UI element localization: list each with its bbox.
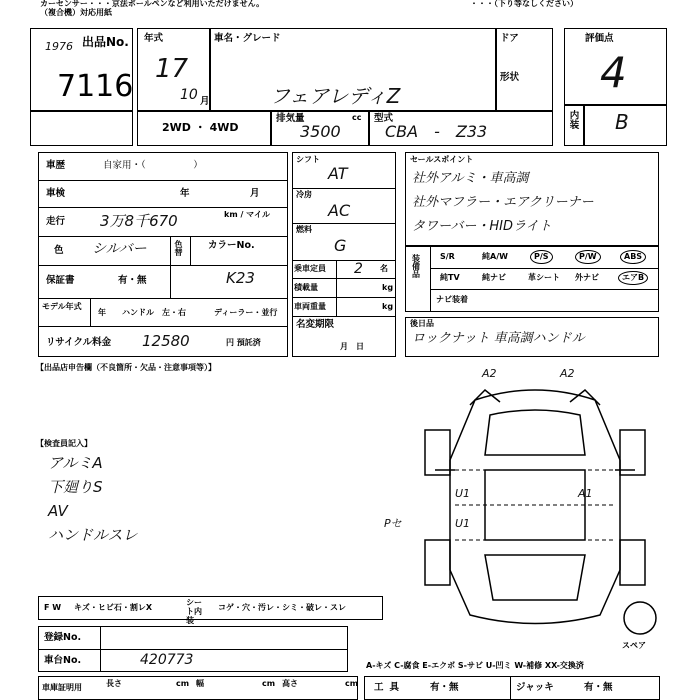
- damage-mark: A2: [482, 367, 497, 380]
- equipment-label: 装備品: [412, 254, 420, 279]
- inspection-year: 年: [180, 188, 190, 199]
- dealer-label: ディーラー・並行: [214, 308, 278, 317]
- jack-value: 有・無: [584, 682, 613, 693]
- month-unit: 月: [200, 96, 210, 107]
- shift-value: AT: [328, 164, 348, 183]
- name-label: 車名・グレード: [214, 33, 281, 44]
- handle-label: ハンドル 左・右: [122, 308, 186, 317]
- aftermarket-value: ロックナット 車高調ハンドル: [412, 331, 585, 346]
- navi-label: ナビ装着: [436, 295, 468, 304]
- equip-ext-navi: 外ナビ: [575, 273, 599, 282]
- weight-unit: kg: [382, 302, 394, 311]
- model-label: 型式: [374, 113, 394, 124]
- name-value: フェアレディZ: [270, 84, 401, 108]
- sales-points-label: セールスポイント: [410, 155, 474, 164]
- load-label: 積載量: [294, 283, 318, 292]
- color-change-label: 色替: [174, 240, 183, 256]
- color-label: 色: [54, 245, 64, 256]
- capacity-unit: 名: [380, 264, 388, 273]
- displacement-unit: cc: [352, 113, 362, 122]
- damage-mark: A2: [560, 367, 575, 380]
- lot-label: 出品No.: [82, 35, 129, 49]
- car-diagram: [405, 367, 665, 640]
- weight-label: 車両重量: [294, 302, 326, 311]
- recycle-value: 12580: [142, 332, 190, 350]
- cert-unit: cm: [262, 679, 276, 688]
- damage-legend: A-キズ C-腐食 E-エクボ S-サビ U-凹ミ W-補修 XX-交換済: [366, 661, 584, 670]
- tools-value: 有・無: [430, 682, 459, 693]
- score-value: 4: [600, 48, 627, 97]
- damage-mark: U1: [455, 517, 471, 530]
- seat-label: シート内装: [186, 598, 202, 625]
- warranty-value: 有・無: [118, 275, 147, 286]
- model-value: CBA - Z33: [385, 122, 488, 141]
- capacity-value: 2: [354, 261, 363, 277]
- lot-code: 1976: [45, 40, 73, 53]
- sales-point-item: タワーバー・HIDライト: [412, 219, 552, 234]
- color-value: シルバー: [92, 241, 147, 257]
- inspector-note: AV: [48, 502, 68, 520]
- tools-label: 工具: [374, 682, 406, 693]
- equip-aw: 純A/W: [482, 252, 508, 261]
- history-label: 車歴: [46, 160, 66, 171]
- shift-label: シフト: [296, 155, 320, 164]
- history-value: 自家用・（ ）: [103, 160, 203, 171]
- inspector-note: ハンドルスレ: [48, 526, 138, 544]
- model-year-unit: 年: [98, 308, 106, 317]
- equip-ps: P/S: [530, 250, 553, 264]
- header-note-2: （複合機）対応用紙: [40, 8, 112, 17]
- model-year-label: モデル年式: [42, 302, 82, 311]
- interior-label: 内装: [567, 110, 579, 129]
- equip-navi: 純ナビ: [482, 273, 506, 282]
- reg-label: 登録No.: [44, 632, 82, 643]
- cert-length: 長さ: [106, 679, 122, 688]
- name-change-unit: 月 日: [340, 342, 364, 351]
- mileage-label: 走行: [46, 216, 66, 227]
- fw-text: キズ・ヒビ石・割レX: [74, 603, 153, 612]
- aircon-value: AC: [328, 201, 351, 220]
- year-label: 年式: [144, 33, 164, 44]
- chassis-label: 車台No.: [44, 655, 82, 666]
- equip-abs: ABS: [620, 250, 646, 264]
- color-no-value: K23: [226, 269, 255, 287]
- seat-text: コゲ・穴・汚レ・シミ・破レ・スレ: [218, 603, 346, 612]
- cert-unit: cm: [345, 679, 359, 688]
- shape-label: 形状: [500, 72, 520, 83]
- cert-width: 幅: [196, 679, 204, 688]
- cert-unit: cm: [176, 679, 190, 688]
- equip-sr: S/R: [440, 252, 455, 261]
- sales-point-item: 社外マフラー・エアクリーナー: [412, 195, 594, 210]
- spare-label: スペア: [622, 641, 646, 650]
- displacement-label: 排気量: [276, 113, 305, 124]
- header-note: カーセンサー・・・京法ポールペンなど利用いただけません。: [40, 0, 265, 8]
- tools-box: [364, 676, 660, 700]
- header-note-right: ・・・（下り等なしください）: [470, 0, 578, 8]
- interior-value: B: [615, 110, 629, 134]
- aftermarket-label: 後日品: [410, 319, 434, 328]
- color-no-label: カラーNo.: [208, 240, 255, 251]
- sales-point-item: 社外アルミ・車高調: [412, 171, 529, 186]
- equip-leather: 革シート: [528, 273, 560, 282]
- inspector-note: アルミA: [48, 454, 103, 472]
- damage-mark: U1: [455, 487, 471, 500]
- damage-mark: Pセ: [384, 517, 402, 530]
- fw-label: F W: [44, 603, 62, 612]
- inspector-note: 下廻りS: [48, 478, 103, 496]
- lot-number: 7116: [57, 69, 134, 104]
- fuel-value: G: [334, 236, 347, 255]
- chassis-value: 420773: [140, 652, 194, 668]
- inspection-month: 月: [250, 188, 260, 199]
- month-value: 10: [180, 87, 198, 103]
- recycle-unit: 円 預託済: [226, 338, 261, 347]
- inspector-label: 【検査員記入】: [36, 439, 92, 448]
- damage-mark: A1: [578, 487, 593, 500]
- recycle-label: リサイクル料金: [46, 337, 112, 348]
- door-label: ドア: [500, 33, 519, 44]
- inspection-label: 車検: [46, 188, 66, 199]
- equip-pw: P/W: [575, 250, 601, 264]
- equip-tv: 純TV: [440, 273, 460, 282]
- warranty-label: 保証書: [46, 275, 75, 286]
- jack-label: ジャッキ: [516, 682, 554, 693]
- fuel-label: 燃料: [296, 225, 312, 234]
- mileage-value: 3万8千670: [100, 212, 178, 230]
- mileage-unit: km / マイル: [224, 210, 270, 219]
- cert-height: 高さ: [282, 679, 298, 688]
- load-unit: kg: [382, 283, 394, 292]
- score-label: 評価点: [585, 33, 614, 44]
- declaration-label: 【出品店申告欄（不良箇所・欠品・注意事項等）】: [36, 363, 216, 372]
- aircon-label: 冷房: [296, 190, 312, 199]
- drive-label: 2WD ・ 4WD: [162, 121, 239, 134]
- displacement-value: 3500: [300, 122, 341, 141]
- equip-airbag: エアB: [618, 271, 648, 285]
- capacity-label: 乗車定員: [294, 264, 326, 273]
- name-change-label: 名変期限: [296, 319, 335, 330]
- cert-label: 車庫証明用: [42, 683, 82, 692]
- year-value: 17: [155, 54, 189, 84]
